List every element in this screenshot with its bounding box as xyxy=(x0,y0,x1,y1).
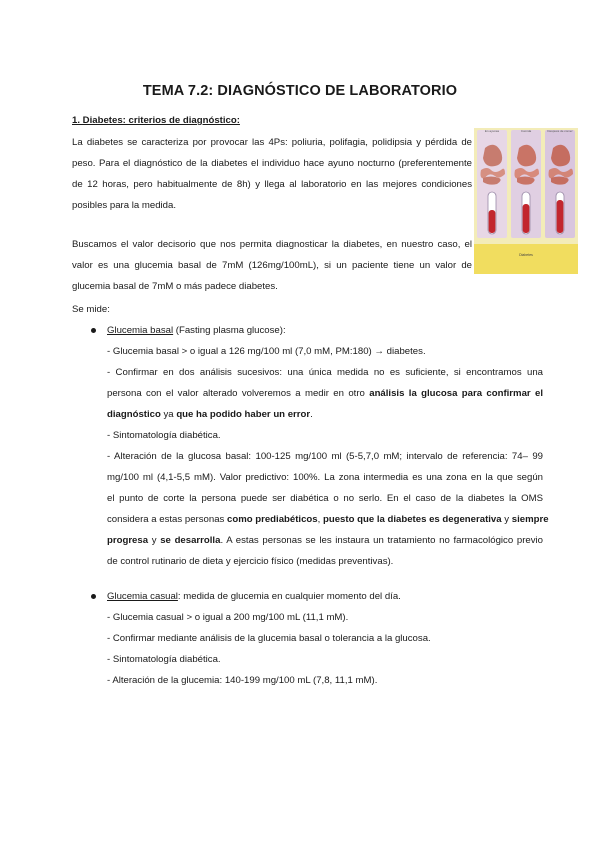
casual-term-rest: : medida de glucemia en cualquier momento del día. xyxy=(177,591,401,602)
figure-footer-label: Diabetes xyxy=(519,253,533,257)
text-line: - Glucemia casual > o igual a 200 mg/100 mL (11,1 mM). xyxy=(107,612,349,623)
bullet xyxy=(91,594,96,599)
basal-block xyxy=(107,320,549,572)
stomach-intestine-icon xyxy=(511,130,541,238)
text-run: y xyxy=(148,535,161,546)
figure-footer xyxy=(474,244,578,274)
decisive-paragraph xyxy=(72,234,472,297)
basal-heading xyxy=(107,320,543,341)
panel-fasting xyxy=(477,130,507,238)
text-line: - Confirmar en dos análisis sucesivos: una única medida no es suficiente, si encontramos una xyxy=(107,367,543,378)
text-line: glucemia basal de 7mM o más padece diabetes. xyxy=(72,281,278,292)
text-line xyxy=(107,383,543,404)
casual-term: Glucemia casual xyxy=(107,591,178,602)
basal-term: Glucemia basal xyxy=(107,325,174,336)
text-run: ya xyxy=(160,409,177,420)
emphasis-text: que ha podido haber un error xyxy=(176,409,311,420)
text-line: de control rutinario de dieta y ejercicio físico (medidas preventivas). xyxy=(107,556,394,567)
text-line xyxy=(107,530,543,551)
text-line: - Sintomatología diabética. xyxy=(107,430,221,441)
digestive-figure xyxy=(474,128,578,274)
emphasis-text: puesto que la diabetes es degenerativa xyxy=(322,514,502,525)
intro-paragraph xyxy=(72,132,472,216)
text-line: - Alteración de la glucosa basal: 100-125 mg/100 ml (5-5,7,0 mM; intervalo de referencia: 74– 99 xyxy=(107,451,543,462)
emphasis-text: se desarrolla xyxy=(160,535,221,546)
panel-label: Comida xyxy=(520,129,532,133)
text-run: persona con el valor alterado volveremos a medir en otro xyxy=(107,388,370,399)
text-line: - Confirmar mediante análisis de la glucemia basal o tolerancia a la glucosa. xyxy=(107,633,431,644)
text-line: mg/100 ml (4,1-5,5 mM). Valor predictivo: 100%. La zona intermedia es una zona en la que según xyxy=(107,472,543,483)
text-run: , xyxy=(317,514,323,525)
text-line xyxy=(107,404,543,425)
casual-heading xyxy=(107,586,543,607)
panel-after-meal xyxy=(545,130,575,238)
page-title: TEMA 7.2: DIAGNÓSTICO DE LABORATORIO xyxy=(142,83,458,99)
text-run: . A estas personas se les instaura un tratamiento no farmacológico previo xyxy=(220,535,543,546)
text-run: y xyxy=(501,514,512,525)
panel-label: En ayunas xyxy=(484,129,500,133)
panel-meal xyxy=(511,130,541,238)
text-line: posibles para la medida. xyxy=(72,200,176,211)
text-line: valor es una glucemia basal de 7mM (126mg/100mL), si un paciente tiene un valor de xyxy=(72,260,472,271)
emphasis-text: siempre xyxy=(511,514,549,525)
text-line: - Alteración de la glucemia: 140-199 mg/100 mL (7,8, 11,1 mM). xyxy=(107,675,378,686)
text-line: - Glucemia basal > o igual a 126 mg/100 ml (7,0 mM, PM:180) → diabetes. xyxy=(107,346,426,357)
emphasis-text: análisis la glucosa para confirmar el xyxy=(369,388,543,399)
text-line: el punto de corte la persona puede ser diabética o no serlo. En el caso de la diabetes la OMS xyxy=(107,493,543,504)
text-run: considera a estas personas xyxy=(107,514,227,525)
text-line: peso. Para el diagnóstico de la diabetes el individuo hace ayuno nocturno (preferentemente xyxy=(72,158,472,169)
section-heading: 1. Diabetes: criterios de diagnóstico: xyxy=(72,115,240,126)
text-line: Buscamos el valor decisorio que nos permita diagnosticar la diabetes, en nuestro caso, el xyxy=(72,239,472,250)
text-line xyxy=(107,509,549,530)
text-line: de 12 horas, pero habitualmente de 8h) y llega al laboratorio en las mejores condiciones xyxy=(72,179,472,190)
stomach-intestine-icon xyxy=(545,130,575,238)
casual-block xyxy=(107,586,543,691)
text-run: . xyxy=(310,409,313,420)
text-line: Se mide: xyxy=(72,304,110,315)
stomach-intestine-icon xyxy=(477,130,507,238)
emphasis-text: diagnóstico xyxy=(107,409,161,420)
bullet xyxy=(91,328,96,333)
basal-term-rest: (Fasting plasma glucose): xyxy=(173,325,286,336)
text-line: La diabetes se caracteriza por provocar las 4Ps: poliuria, polifagia, polidipsia y pérdida de xyxy=(72,137,472,148)
se-mide-label xyxy=(72,299,110,320)
text-line: - Sintomatología diabética. xyxy=(107,654,221,665)
emphasis-text: progresa xyxy=(107,535,149,546)
emphasis-text: como prediabéticos xyxy=(227,514,318,525)
panel-label: Después de comer xyxy=(547,129,573,133)
